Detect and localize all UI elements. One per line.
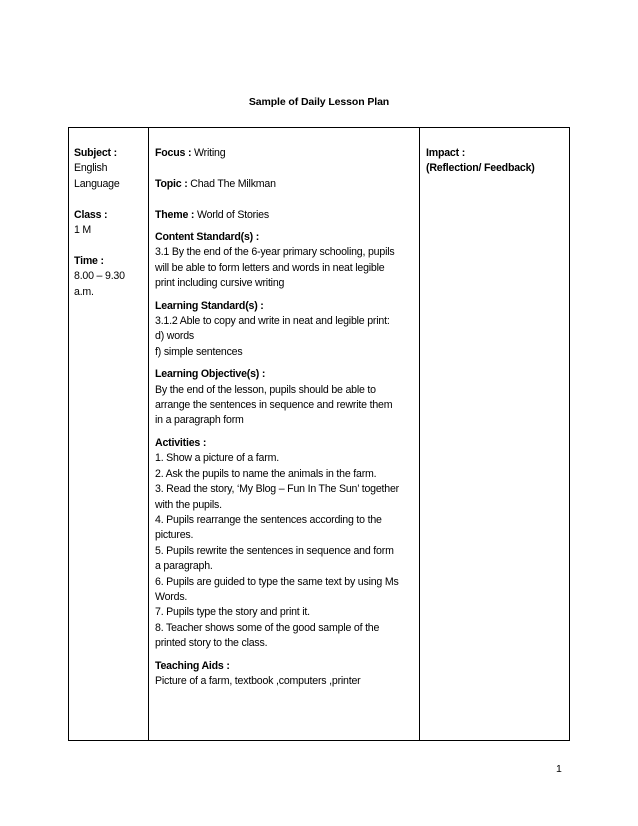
subject-value-line-1: English <box>74 162 108 175</box>
learning-standard-label: Learning Standard(s) : <box>155 299 264 312</box>
activity-line: 2. Ask the pupils to name the animals in the farm. <box>155 467 377 480</box>
topic-value: Chad The Milkman <box>187 177 276 190</box>
activity-line: Words. <box>155 590 188 603</box>
content-standard-label: Content Standard(s) : <box>155 231 260 243</box>
theme-value: World of Stories <box>194 208 269 221</box>
subject-value-line-2: Language <box>74 177 120 190</box>
activity-line: 8. Teacher shows some of the good sample of the <box>155 621 380 634</box>
topic-row <box>155 177 415 192</box>
topic-label: Topic : <box>155 177 188 190</box>
teaching-aids-value: Picture of a farm, textbook ,computers ,printer <box>155 674 361 687</box>
teaching-aids-label: Teaching Aids : <box>155 659 230 672</box>
learning-objective-label: Learning Objective(s) : <box>155 368 266 381</box>
focus-label: Focus : <box>155 147 192 159</box>
learning-objective-line: in a paragraph form <box>155 414 244 427</box>
class-value: 1 M <box>74 224 92 237</box>
time-label: Time : <box>74 254 104 267</box>
document-title: Sample of Daily Lesson Plan <box>248 96 390 108</box>
left-column <box>69 128 149 740</box>
activity-line: with the pupils. <box>155 498 222 511</box>
time-value-line-1: 8.00 – 9.30 <box>74 270 125 283</box>
activity-line: 4. Pupils rearrange the sentences according to the <box>155 513 382 526</box>
learning-objective-line: arrange the sentences in sequence and rewrite them <box>155 399 393 412</box>
theme-row <box>155 208 415 223</box>
activity-line: 6. Pupils are guided to type the same text by using Ms <box>155 575 399 588</box>
focus-row <box>155 146 415 161</box>
activity-line: 7. Pupils type the story and print it. <box>155 606 310 619</box>
theme-label: Theme : <box>155 208 195 221</box>
lesson-plan-table <box>68 127 570 741</box>
learning-standard-line: d) words <box>155 330 195 343</box>
content-standard-line: print including cursive writing <box>155 277 285 290</box>
learning-standard-line: 3.1.2 Able to copy and write in neat and legible print: <box>155 315 390 328</box>
activity-line: printed story to the class. <box>155 637 268 650</box>
subject-label: Subject : <box>74 147 117 159</box>
content-standard-line: will be able to form letters and words in neat legible <box>155 261 385 274</box>
activity-line: a paragraph. <box>155 560 213 573</box>
right-column <box>420 128 569 740</box>
learning-standard-line: f) simple sentences <box>155 345 243 358</box>
content-standard-line: 3.1 By the end of the 6-year primary schooling, pupils <box>155 246 395 259</box>
activities-label: Activities : <box>155 436 207 449</box>
middle-column <box>149 128 420 740</box>
focus-value: Writing <box>191 147 226 159</box>
time-value-line-2: a.m. <box>74 285 94 298</box>
activity-line: 5. Pupils rewrite the sentences in sequence and form <box>155 544 394 557</box>
activity-line: pictures. <box>155 529 194 542</box>
impact-sub-label: (Reflection/ Feedback) <box>426 162 535 175</box>
learning-objective-line: By the end of the lesson, pupils should be able to <box>155 383 376 396</box>
class-label: Class : <box>74 208 108 221</box>
activity-line: 3. Read the story, ‘My Blog – Fun In The Sun’ together <box>155 483 399 496</box>
impact-label: Impact : <box>426 147 466 159</box>
activity-line: 1. Show a picture of a farm. <box>155 452 279 465</box>
page-number: 1 <box>556 763 562 775</box>
